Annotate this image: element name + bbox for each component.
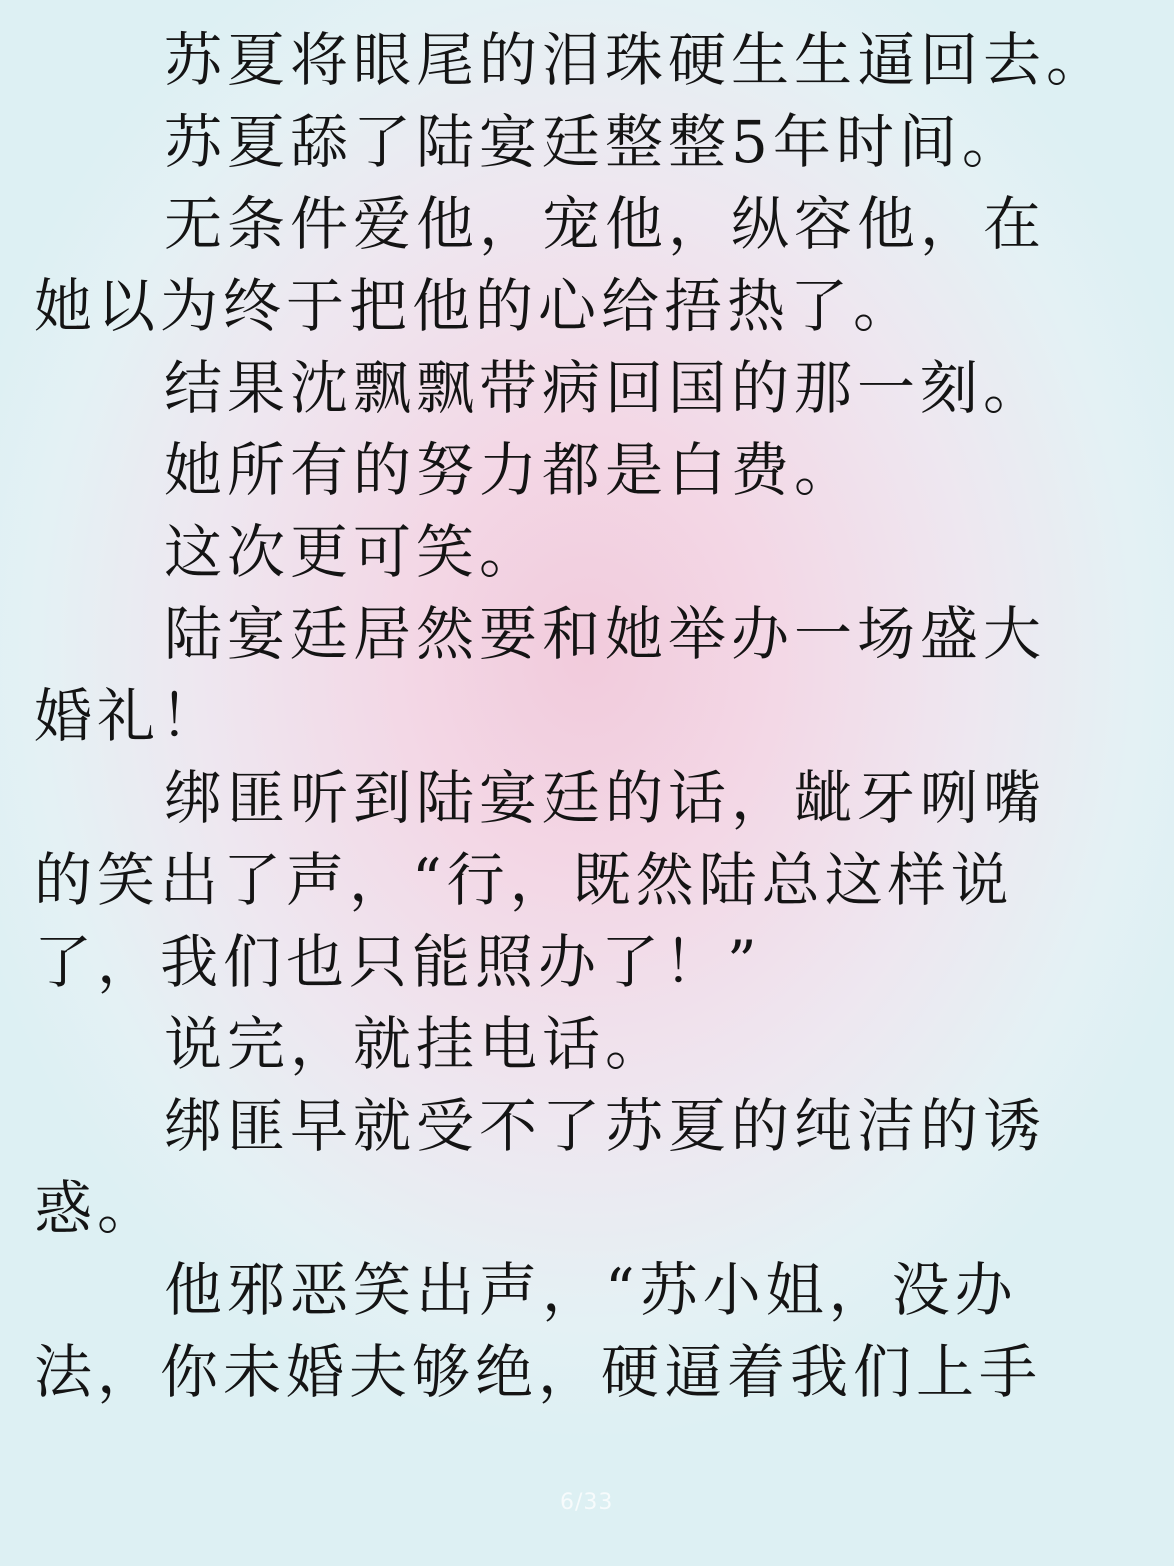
text-line: 她以为终于把他的心给捂热了。 (34, 272, 917, 340)
page-indicator: 6/33 (560, 1490, 614, 1515)
text-line: 的笑出了声，“行，既然陆总这样说 (34, 846, 1014, 914)
text-line: 惑。 (34, 1174, 161, 1242)
text-line: 婚礼！ (34, 682, 224, 750)
text-line: 法，你未婚夫够绝，硬逼着我们上手 (34, 1338, 1043, 1406)
text-line: 苏夏舔了陆宴廷整整5年时间。 (164, 108, 1025, 176)
text-line: 绑匪早就受不了苏夏的纯洁的诱 (164, 1092, 1047, 1160)
text-line: 苏夏将眼尾的泪珠硬生生逼回去。 (164, 26, 1110, 94)
text-line: 绑匪听到陆宴廷的话，龇牙咧嘴 (164, 764, 1047, 832)
text-line: 说完，就挂电话。 (164, 1010, 669, 1078)
text-line: 这次更可笑。 (164, 518, 543, 586)
text-line: 陆宴廷居然要和她举办一场盛大 (164, 600, 1047, 668)
text-line: 他邪恶笑出声，“苏小姐，没办 (164, 1256, 1018, 1324)
text-line: 了，我们也只能照办了！” (34, 928, 762, 996)
text-line: 无条件爱他，宠他，纵容他，在 (164, 190, 1047, 258)
text-line: 她所有的努力都是白费。 (164, 436, 858, 504)
text-line: 结果沈飘飘带病回国的那一刻。 (164, 354, 1047, 422)
